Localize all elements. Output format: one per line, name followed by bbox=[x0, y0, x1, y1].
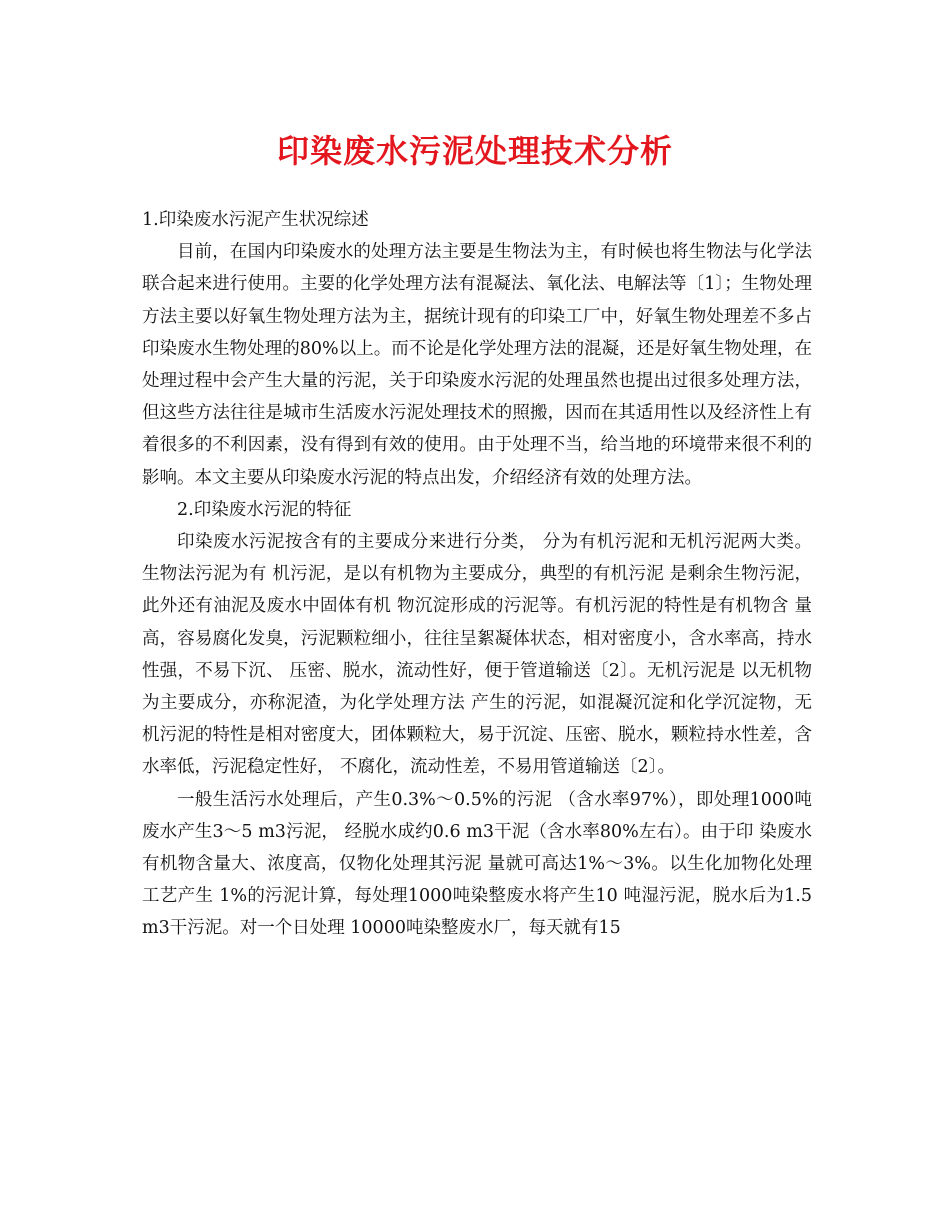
section-2-heading: 2.印染废水污泥的特征 bbox=[177, 499, 352, 520]
paragraph-3: 一般生活污水处理后，产生0.3%～0.5%的污泥 （含水率97%），即处理1000吨废水产生3～5 m3污泥， 经脱水成约0.6 m3干泥（含水率80%左右）。由于印 染废水有机物含量大、浓度高，仅物化处理其污泥 量就可高达1%～3%。以生化加物化处理工艺产生 1%的污泥计算，每处理1000吨染整废水将产生10 吨湿污泥，脱水后为1.5 m3干污泥。对一个日处理 10000吨染整废水厂，每天就有15 bbox=[142, 789, 812, 939]
document-body bbox=[142, 204, 812, 945]
paragraph-2: 印染废水污泥按含有的主要成分来进行分类， 分为有机污泥和无机污泥两大类。生物法污泥为有 机污泥，是以有机物为主要成分，典型的有机污泥 是剩余生物污泥，此外还有油泥及废水中固体有机 物沉淀形成的污泥等。有机污泥的特性是有机物含 量高，容易腐化发臭，污泥颗粒细小，往往呈絮凝体状态，相对密度小，含水率高，持水性强，不易下沉、 压密、脱水，流动性好，便于管道输送〔2〕。无机污泥是 以无机物为主要成分，亦称泥渣，为化学处理方法 产生的污泥，如混凝沉淀和化学沉淀物，无机污泥的特性是相对密度大，团体颗粒大，易于沉淀、压密、脱水，颗粒持水性差，含水率低，污泥稳定性好， 不腐化，流动性差，不易用管道输送〔2〕。 bbox=[142, 532, 812, 778]
document-title: 印染废水污泥处理技术分析 bbox=[276, 132, 673, 170]
section-1-heading: 1.印染废水污泥产生状况综述 bbox=[142, 210, 369, 230]
paragraph-1: 目前，在国内印染废水的处理方法主要是生物法为主，有时候也将生物法与化学法联合起来进行使用。主要的化学处理方法有混凝法、氧化法、电解法等〔1〕；生物处理方法主要以好氧生物处理方法为主，据统计现有的印染工厂中，好氧生物处理差不多占印染废水生物处理的80%以上。而不论是化学处理方法的混凝，还是好氧生物处理，在处理过程中会产生大量的污泥，关于印染废水污泥的处理虽然也提出过很多处理方法，但这些方法往往是城市生活废水污泥处理技术的照搬，因而在其适用性以及经济性上有着很多的不利因素，没有得到有效的使用。由于处理不当，给当地的环境带来很不利的影响。本文主要从印染废水污泥的特点出发，介绍经济有效的处理方法。 bbox=[142, 242, 812, 488]
